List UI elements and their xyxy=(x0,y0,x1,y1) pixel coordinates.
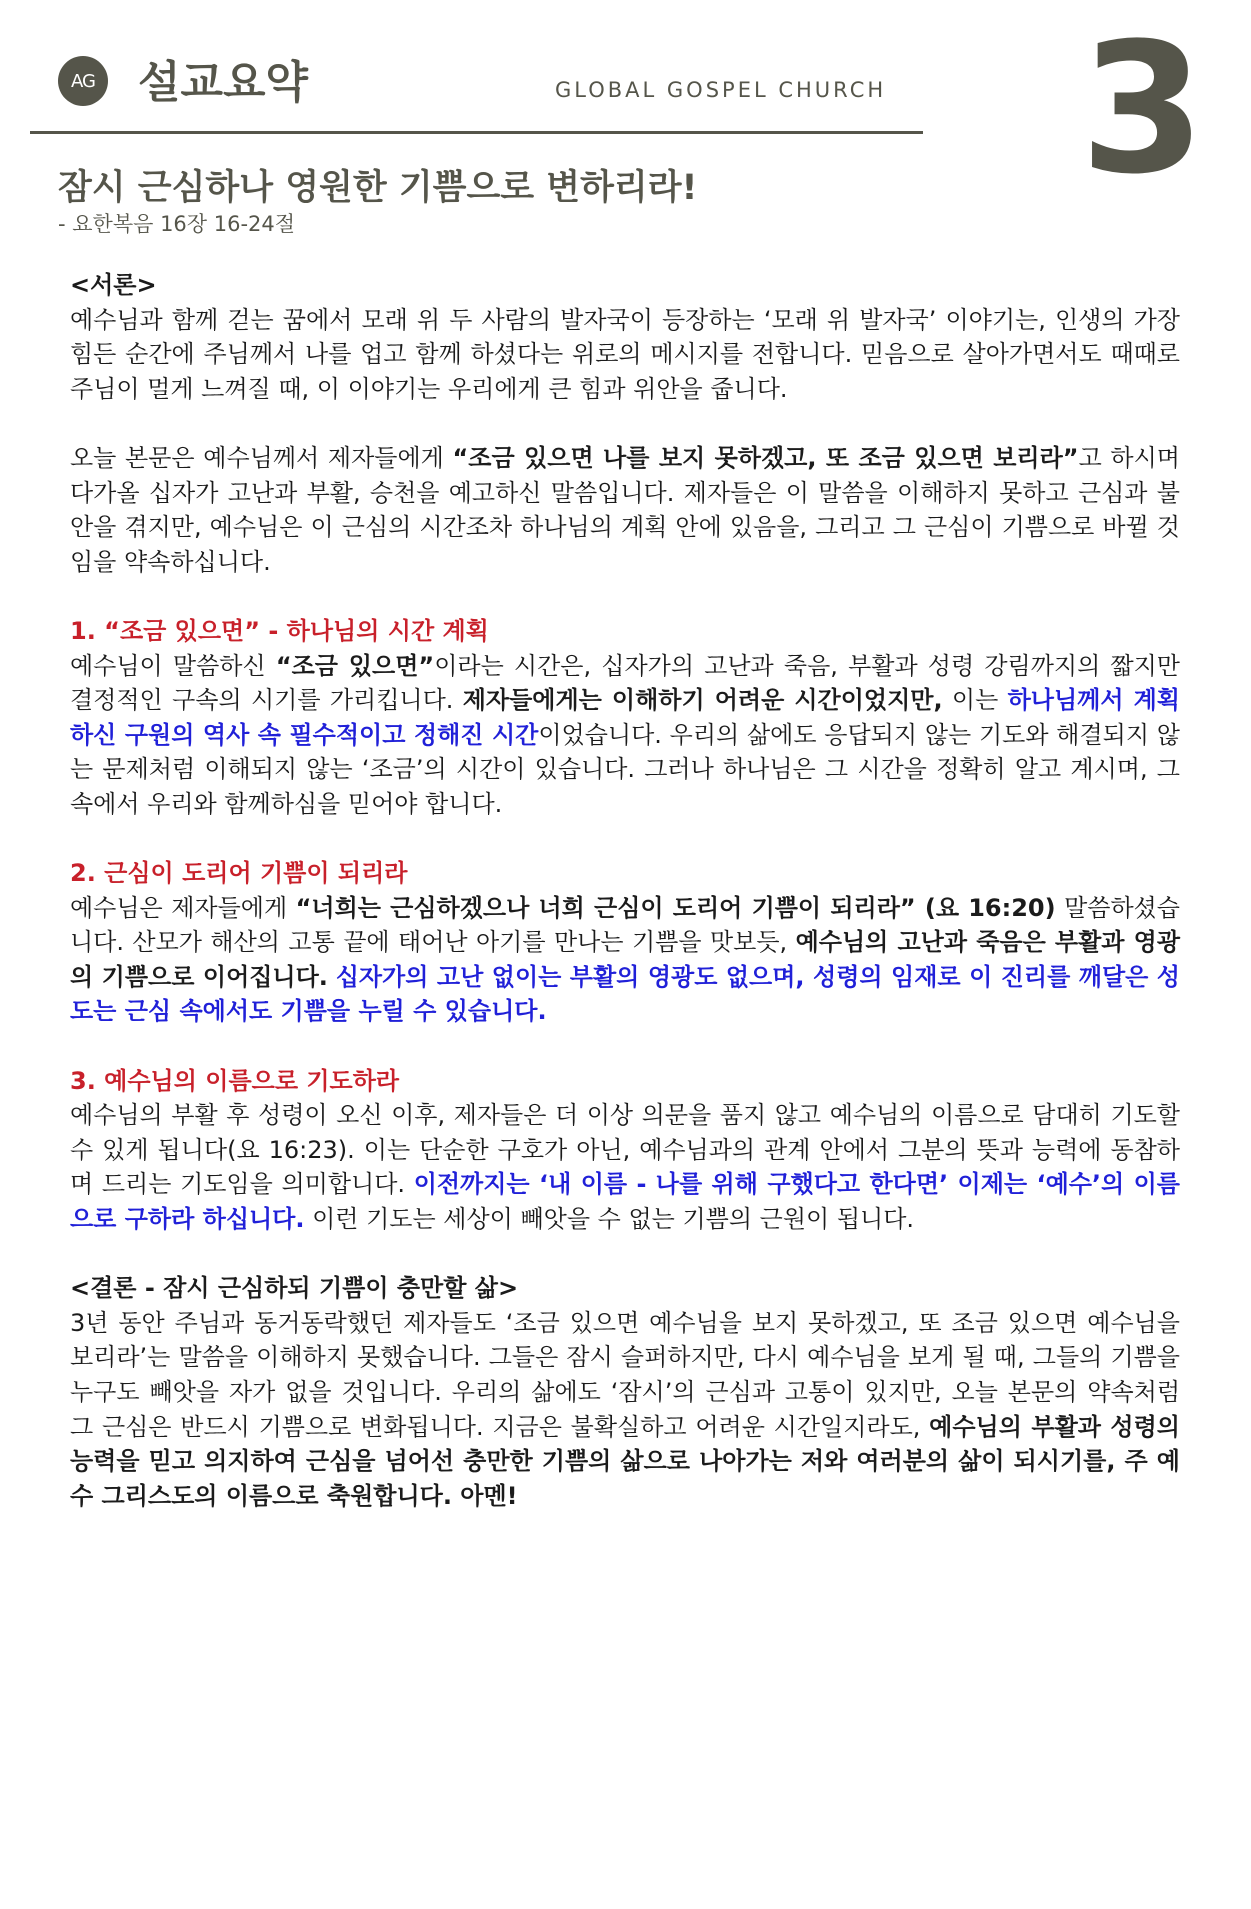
text-span: 말씀하셨습니다. 산모가 해산의 고통 끝에 태어난 아기를 만나는 기쁨을 맛보듯, xyxy=(70,893,1180,957)
sermon-title: 잠시 근심하나 영원한 기쁨으로 변하리라! xyxy=(58,168,698,208)
point-1-paragraph xyxy=(70,649,1180,822)
emphasis-span: 예수님의 고난과 죽음은 부활과 영광의 기쁨으로 이어집니다. xyxy=(70,928,1181,991)
header-divider xyxy=(30,131,923,134)
point-2-paragraph xyxy=(70,891,1180,1029)
scripture-reference: - 요한복음 16장 16-24절 xyxy=(58,212,296,236)
highlight-span: 이전까지는 ‘내 이름 - 나를 위해 구했다고 한다면’ 이제는 ‘예수’의 이름으로 구하라 하십니다. xyxy=(70,1170,1180,1234)
emphasis-span: 예수님의 부활과 성령의 능력을 믿고 의지하여 근심을 넘어선 충만한 기쁨의 삶으로 나아가는 저와 여러분의 삶이 되시기를, 주 예수 그리스도의 이름으로 축원합니다. 아멘! xyxy=(70,1412,1180,1510)
point-3-heading: 3. 예수님의 이름으로 기도하라 xyxy=(70,1066,400,1095)
logo-text: AG xyxy=(71,70,95,92)
point-3-paragraph xyxy=(70,1098,1180,1236)
point-1-heading: 1. “조금 있으면” - 하나님의 시간 계획 xyxy=(70,616,489,645)
point-2-section xyxy=(70,856,1180,1029)
text-span: 예수님의 부활 후 성령이 오신 이후, 제자들은 더 이상 의문을 품지 않고 예수님의 이름으로 담대히 기도할 수 있게 됩니다(요 16:23). 이는 단순한 구호가 아닌, 예수님과의 관계 안에서 그분의 뜻과 능력에 동참하며 드리는 기도임을 의미합니다. xyxy=(70,1101,1180,1199)
text-span: 예수님은 제자들에게 xyxy=(70,893,296,922)
text-span xyxy=(328,963,336,991)
conclusion-heading: <결론 - 잠시 근심하되 기쁨이 충만할 삶> xyxy=(70,1274,519,1303)
highlight-span: 하나님께서 계획하신 구원의 역사 속 필수적이고 정해진 시간 xyxy=(70,686,1180,749)
issue-number: 3 xyxy=(1080,5,1206,214)
church-logo xyxy=(58,56,108,106)
text-span: 예수님이 말씀하신 xyxy=(70,651,276,680)
sermon-body xyxy=(70,268,1180,1548)
page-title: 설교요약 xyxy=(138,57,309,108)
point-3-section xyxy=(70,1064,1180,1237)
text-span: 이라는 시간은, 십자가의 고난과 죽음, 부활과 성령 강림까지의 짧지만 결정적인 구속의 시기를 가리킵니다. xyxy=(70,651,1180,715)
conclusion-section xyxy=(70,1271,1180,1513)
quote-span: “조금 있으면 나를 보지 못하겠고, 또 조금 있으면 보리라” xyxy=(452,443,1079,472)
intro-section-2 xyxy=(70,441,1180,579)
text-span: 이는 xyxy=(942,686,1008,715)
intro-heading: <서론> xyxy=(70,271,157,299)
intro-section xyxy=(70,268,1180,406)
highlight-span: 십자가의 고난 없이는 부활의 영광도 없으며, 성령의 임재로 이 진리를 깨달은 성도는 근심 속에서도 기쁨을 누릴 수 있습니다. xyxy=(70,962,1180,1026)
point-1-section xyxy=(70,614,1180,822)
text-span: 이런 기도는 세상이 빼앗을 수 없는 기쁨의 근원이 됩니다. xyxy=(304,1205,915,1234)
text-span: 오늘 본문은 예수님께서 제자들에게 xyxy=(70,443,453,472)
intro-paragraph-1: 예수님과 함께 걷는 꿈에서 모래 위 두 사람의 발자국이 등장하는 ‘모래 위 발자국’ 이야기는, 인생의 가장 힘든 순간에 주님께서 나를 업고 함께 하셨다는 위로의 메시지를 전합니다. 믿음으로 살아가면서도 때때로 주님이 멀게 느껴질 때, 이 이야기는 우리에게 큰 힘과 위안을 줍니다. xyxy=(70,305,1180,403)
text-span: 3년 동안 주님과 동거동락했던 제자들도 ‘조금 있으면 예수님을 보지 못하겠고, 또 조금 있으면 예수님을 보리라’는 말씀을 이해하지 못했습니다. 그들은 잠시 슬퍼하지만, 다시 예수님을 보게 될 때, 그들의 기쁨을 누구도 빼앗을 자가 없을 것입니다. 우리의 삶에도 ‘잠시’의 근심과 고통이 있지만, 오늘 본문의 약속처럼 그 근심은 반드시 기쁨으로 변화됩니다. 지금은 불확실하고 어려운 시간일지라도, xyxy=(70,1308,1180,1441)
quote-span: “조금 있으면” xyxy=(275,651,435,680)
emphasis-span: 제자들에게는 이해하기 어려운 시간이었지만, xyxy=(462,686,943,715)
conclusion-paragraph xyxy=(70,1306,1180,1514)
intro-paragraph-2 xyxy=(70,441,1180,579)
church-name: GLOBAL GOSPEL CHURCH xyxy=(555,78,887,102)
text-span: 이었습니다. 우리의 삶에도 응답되지 않는 기도와 해결되지 않는 문제처럼 이해되지 않는 ‘조금’의 시간이 있습니다. 그러나 하나님은 그 시간을 정확히 알고 계시며, 그 속에서 우리와 함께하심을 믿어야 합니다. xyxy=(70,720,1180,818)
quote-span: “너희는 근심하겠으나 너희 근심이 도리어 기쁨이 되리라” (요 16:20) xyxy=(295,893,1056,922)
text-span: 고 하시며 다가올 십자가 고난과 부활, 승천을 예고하신 말씀입니다. 제자들은 이 말씀을 이해하지 못하고 근심과 불안을 겪지만, 예수님은 이 근심의 시간조차 하나님의 계획 안에 있음을, 그리고 그 근심이 기쁨으로 바뀔 것임을 약속하십니다. xyxy=(70,443,1180,576)
point-2-heading: 2. 근심이 도리어 기쁨이 되리라 xyxy=(70,859,408,888)
